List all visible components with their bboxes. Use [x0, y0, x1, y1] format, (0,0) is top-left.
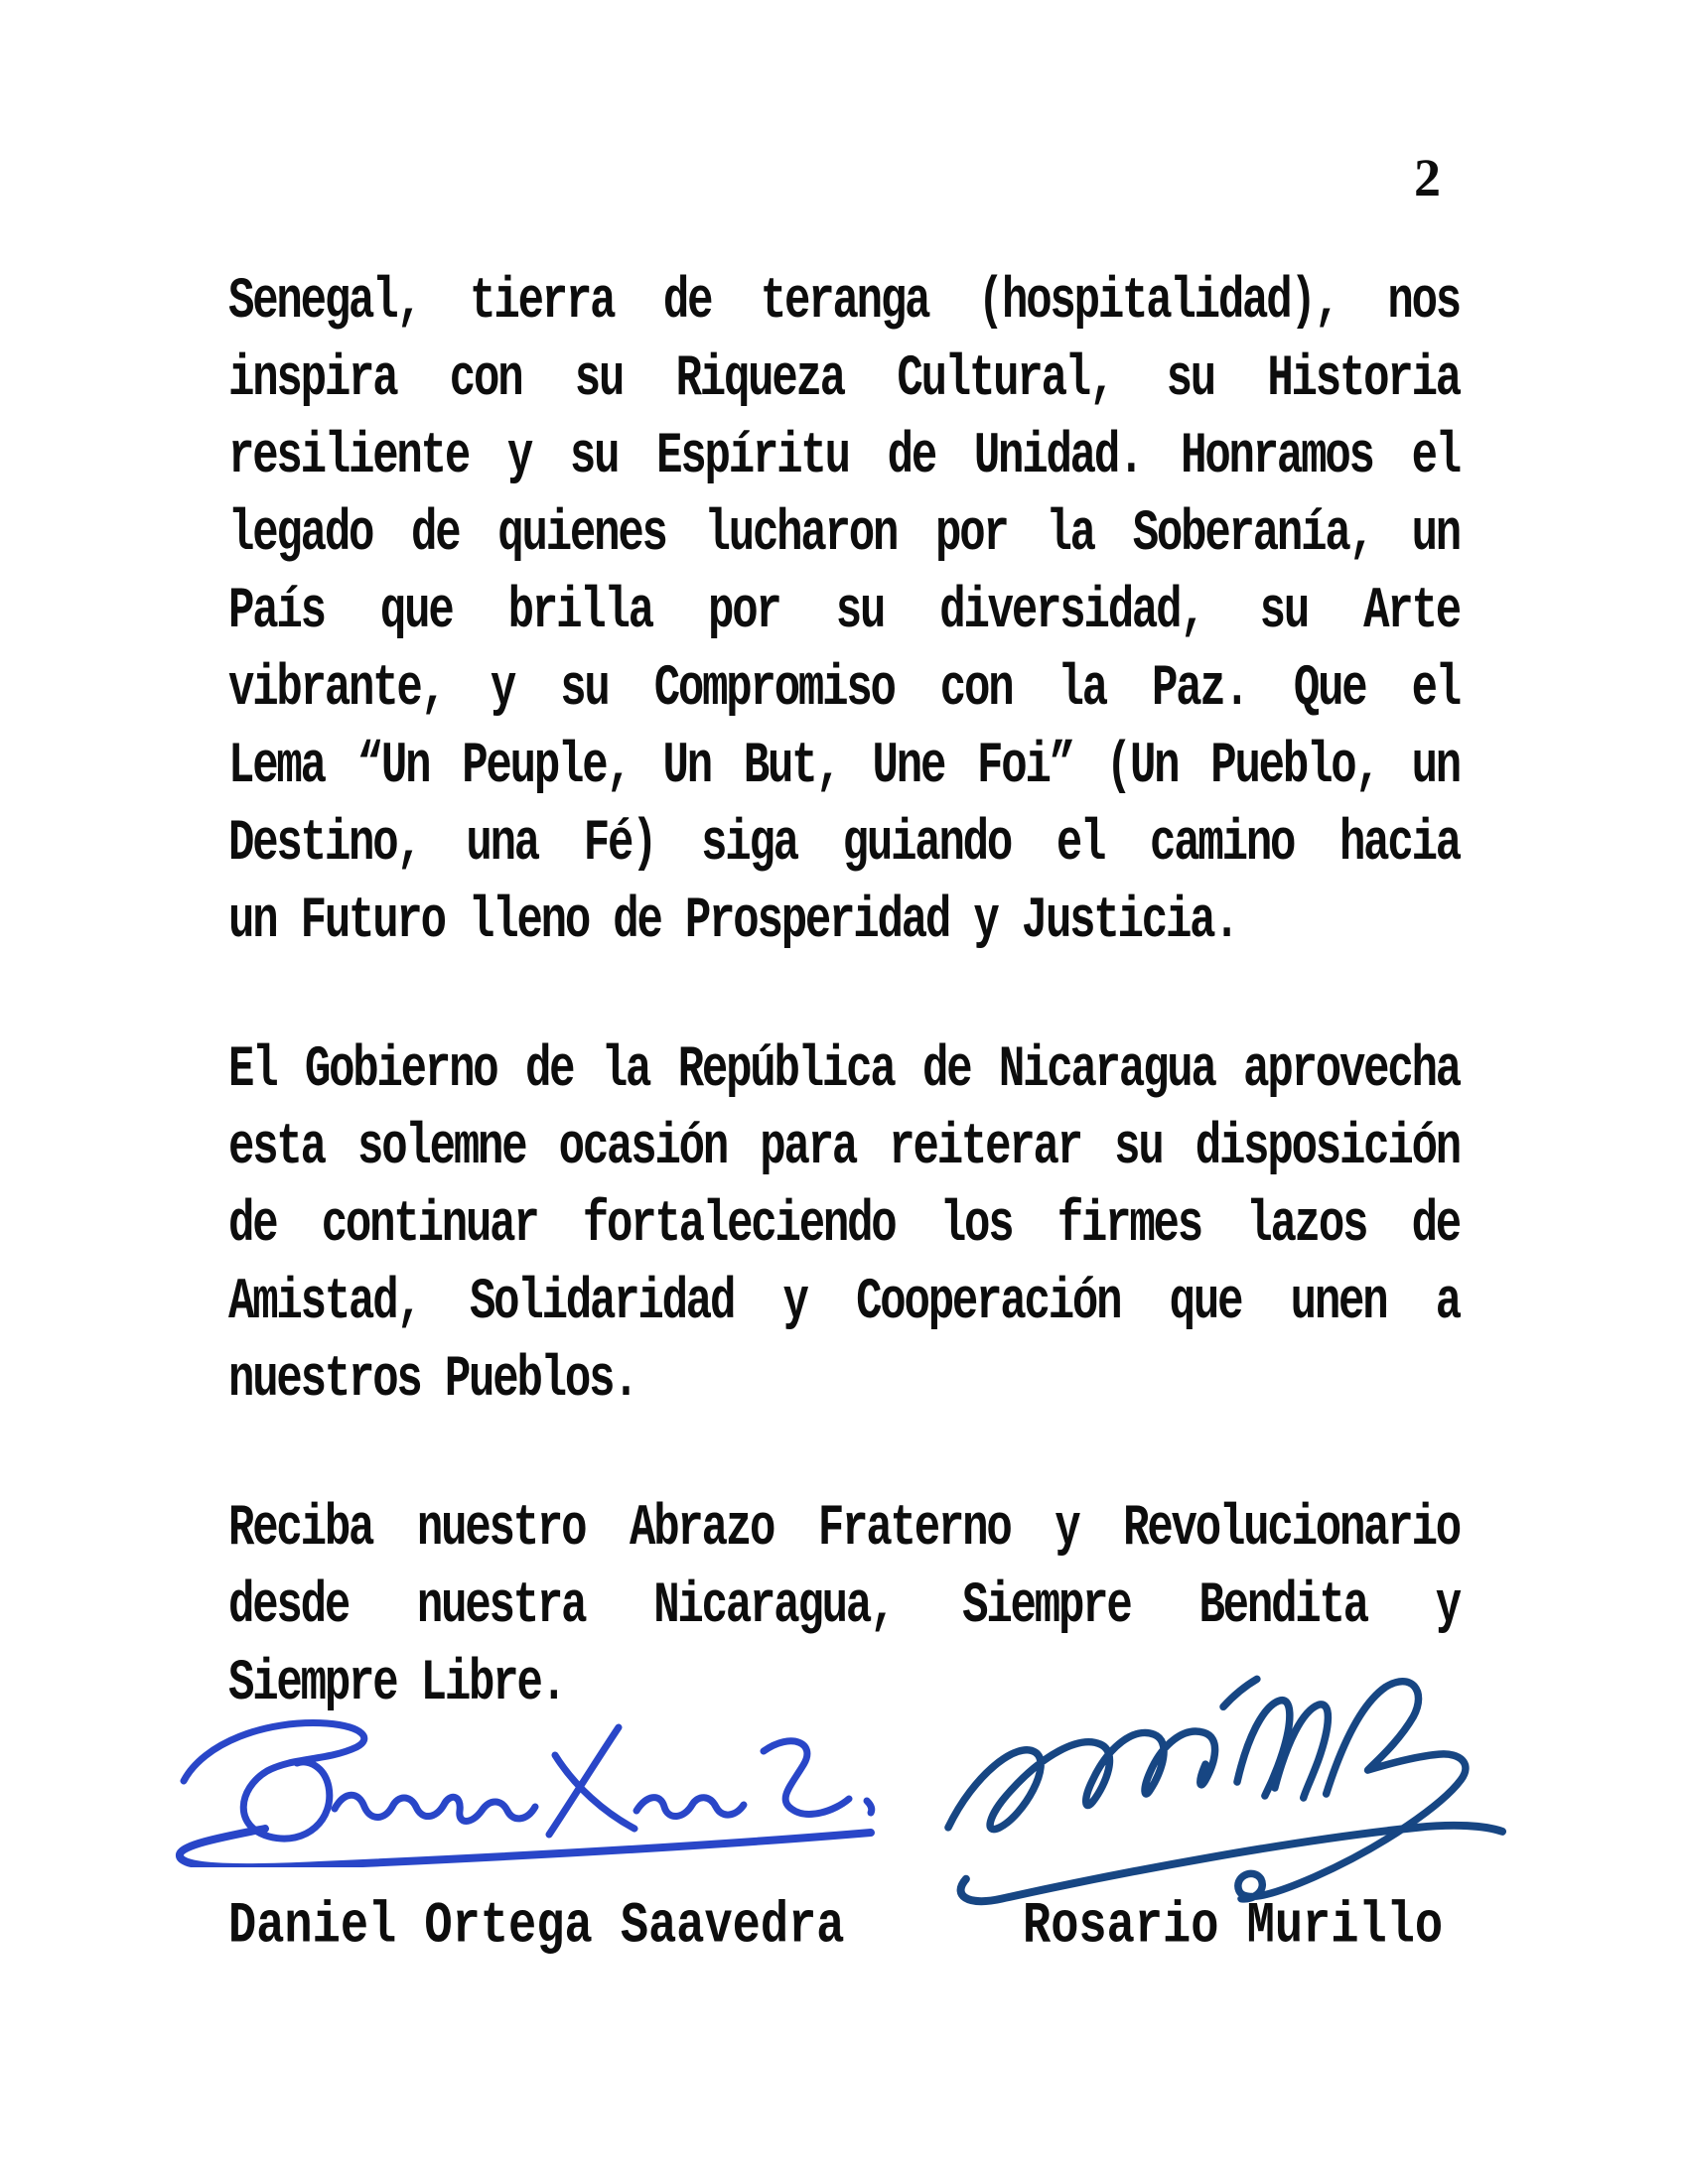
text-line: Senegal, tierra de teranga (hospitalidad), nos — [228, 269, 1460, 336]
text-line: inspira con su Riqueza Cultural, su Historia — [228, 346, 1460, 413]
text-line: vibrante, y su Compromiso con la Paz. Que el — [228, 656, 1460, 723]
text-line: Amistad, Solidaridad y Cooperación que unen a — [228, 1270, 1460, 1336]
text-line: El Gobierno de la República de Nicaragua aprovecha — [228, 1037, 1460, 1104]
murillo-handwritten-signature-icon — [938, 1671, 1512, 1919]
ortega-handwritten-signature-icon — [169, 1713, 886, 1867]
text-line: esta solemne ocasión para reiterar su disposición — [228, 1115, 1460, 1181]
text-line: desde nuestra Nicaragua, Siempre Bendita y — [228, 1573, 1460, 1640]
text-line: de continuar fortaleciendo los firmes lazos de — [228, 1192, 1460, 1259]
text-line: un Futuro lleno de Prosperidad y Justicia. — [228, 888, 1238, 955]
signatory-name-murillo: Rosario Murillo — [1023, 1894, 1444, 1961]
letter-body — [228, 266, 1460, 1725]
page-number: 2 — [1414, 148, 1441, 207]
paragraph-2 — [228, 1034, 1460, 1422]
text-line: Lema “Un Peuple, Un But, Une Foi” (Un Pueblo, un — [228, 734, 1460, 800]
text-line: Destino, una Fé) siga guiando el camino hacia — [228, 811, 1460, 878]
signatory-name-ortega: Daniel Ortega Saavedra — [228, 1894, 845, 1961]
ortega-signature-strokes — [180, 1723, 872, 1867]
text-line: Siempre Libre. — [228, 1651, 565, 1717]
murillo-signature-strokes — [948, 1679, 1502, 1901]
text-line: legado de quienes lucharon por la Soberanía, un — [228, 501, 1460, 568]
paragraph-1 — [228, 266, 1460, 963]
text-line: Reciba nuestro Abrazo Fraterno y Revolucionario — [228, 1496, 1460, 1563]
text-line: resiliente y su Espíritu de Unidad. Honramos el — [228, 424, 1460, 490]
text-line: nuestros Pueblos. — [228, 1347, 637, 1414]
text-line: País que brilla por su diversidad, su Arte — [228, 579, 1460, 645]
